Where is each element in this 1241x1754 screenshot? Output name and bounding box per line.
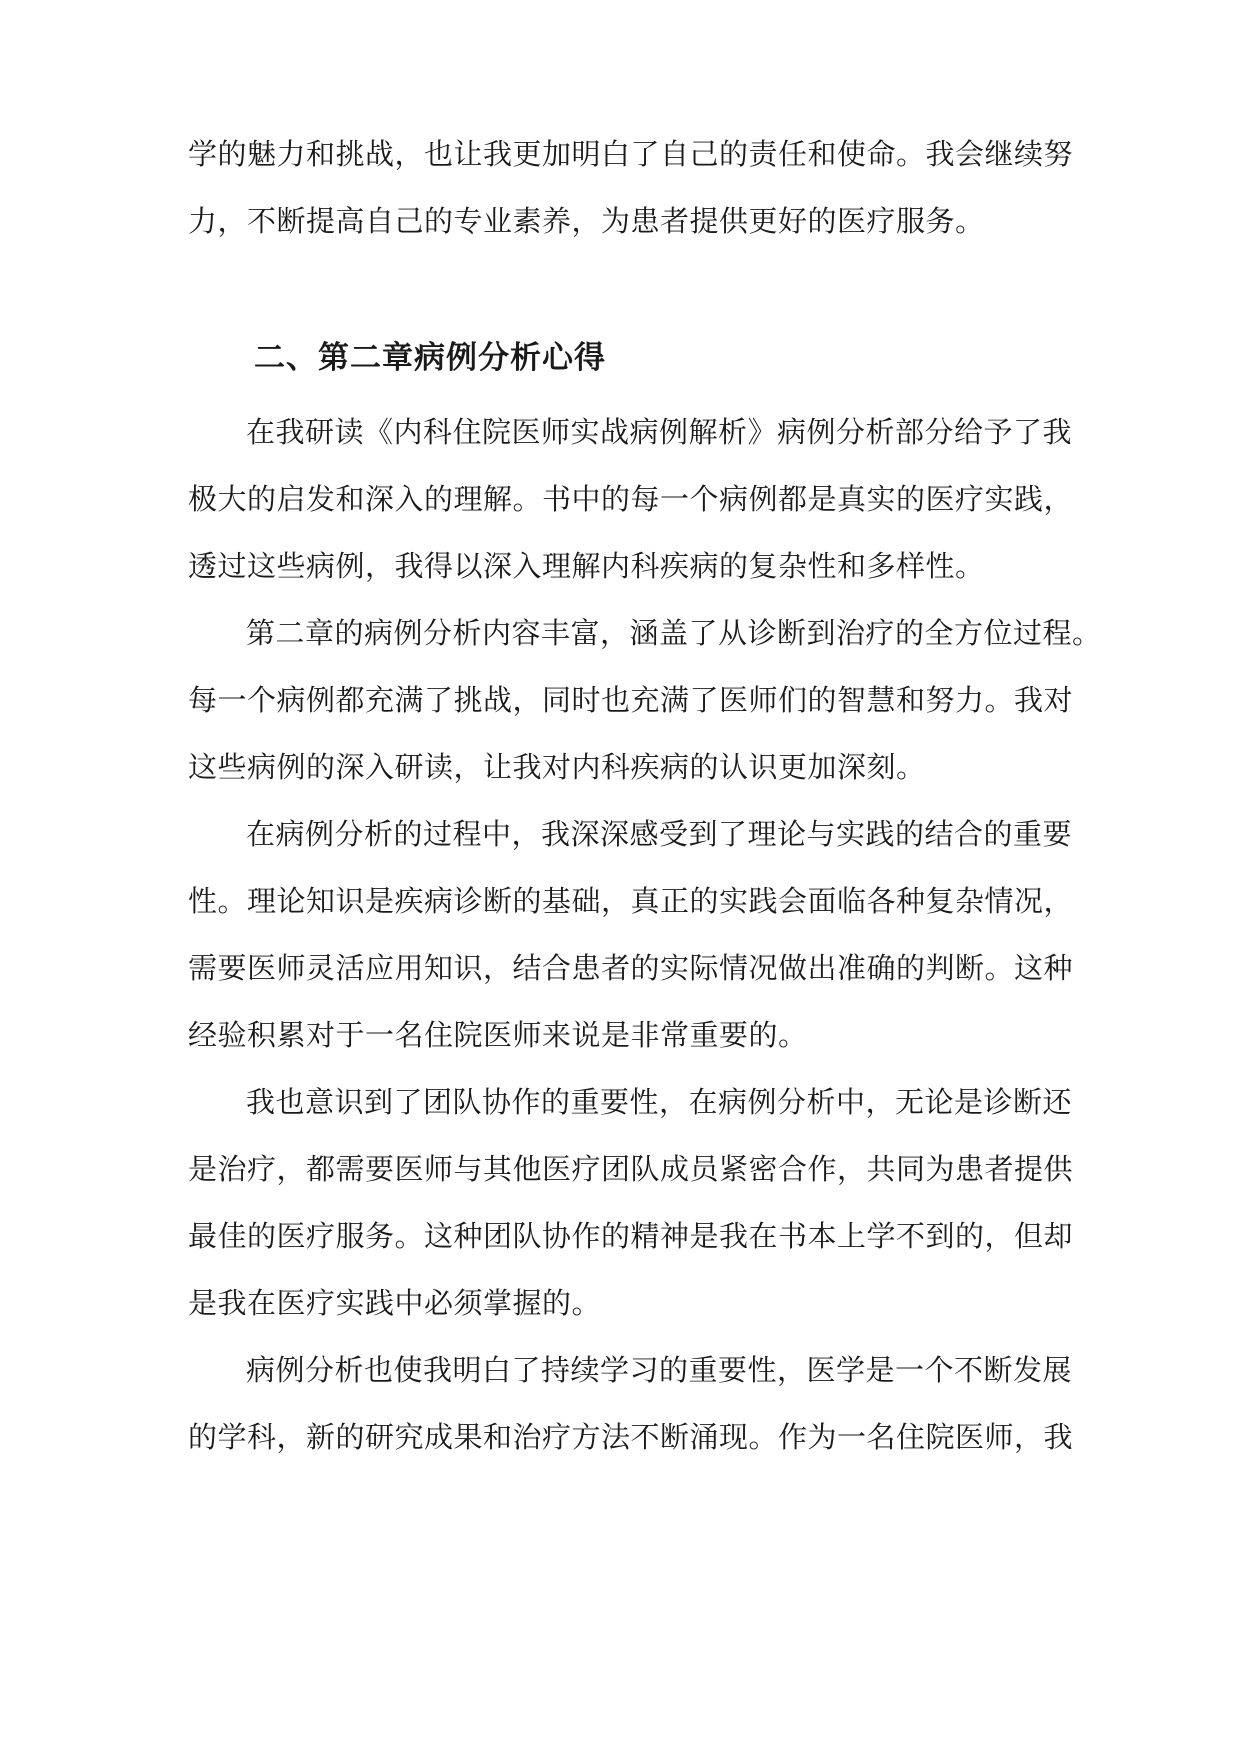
paragraph-1-line-3: 透过这些病例，我得以深入理解内科疾病的复杂性和多样性。 bbox=[188, 549, 985, 583]
section-heading: 二、第二章病例分析心得 bbox=[254, 340, 606, 376]
paragraph-2-line-3: 这些病例的深入研读，让我对内科疾病的认识更加深刻。 bbox=[188, 750, 926, 784]
paragraph-3-line-1: 在病例分析的过程中，我深深感受到了理论与实践的结合的重要 bbox=[246, 817, 1073, 851]
paragraph-4-line-4: 是我在医疗实践中必须掌握的。 bbox=[188, 1286, 602, 1320]
paragraph-3-line-4: 经验积累对于一名住院医师来说是非常重要的。 bbox=[188, 1018, 808, 1052]
paragraph-5-line-2: 的学科，新的研究成果和治疗方法不断涌现。作为一名住院医师，我 bbox=[188, 1420, 1074, 1454]
paragraph-2-line-1: 第二章的病例分析内容丰富，涵盖了从诊断到治疗的全方位过程。 bbox=[246, 616, 1102, 650]
paragraph-4-line-3: 最佳的医疗服务。这种团队协作的精神是我在书本上学不到的，但却 bbox=[188, 1219, 1074, 1253]
paragraph-3-line-3: 需要医师灵活应用知识，结合患者的实际情况做出准确的判断。这种 bbox=[188, 951, 1074, 985]
paragraph-4-line-2: 是治疗，都需要医师与其他医疗团队成员紧密合作，共同为患者提供 bbox=[188, 1152, 1074, 1186]
intro-line-1: 学的魅力和挑战，也让我更加明白了自己的责任和使命。我会继续努 bbox=[188, 137, 1074, 171]
paragraph-4-line-1: 我也意识到了团队协作的重要性，在病例分析中，无论是诊断还 bbox=[246, 1085, 1073, 1119]
paragraph-3-line-2: 性。理论知识是疾病诊断的基础，真正的实践会面临各种复杂情况， bbox=[188, 884, 1074, 918]
paragraph-5-line-1: 病例分析也使我明白了持续学习的重要性，医学是一个不断发展 bbox=[246, 1353, 1073, 1387]
paragraph-1-line-1: 在我研读《内科住院医师实战病例解析》病例分析部分给予了我 bbox=[246, 415, 1073, 449]
paragraph-1-line-2: 极大的启发和深入的理解。书中的每一个病例都是真实的医疗实践， bbox=[188, 482, 1074, 516]
paragraph-2-line-2: 每一个病例都充满了挑战，同时也充满了医师们的智慧和努力。我对 bbox=[188, 683, 1074, 717]
intro-line-2: 力，不断提高自己的专业素养，为患者提供更好的医疗服务。 bbox=[188, 204, 985, 238]
